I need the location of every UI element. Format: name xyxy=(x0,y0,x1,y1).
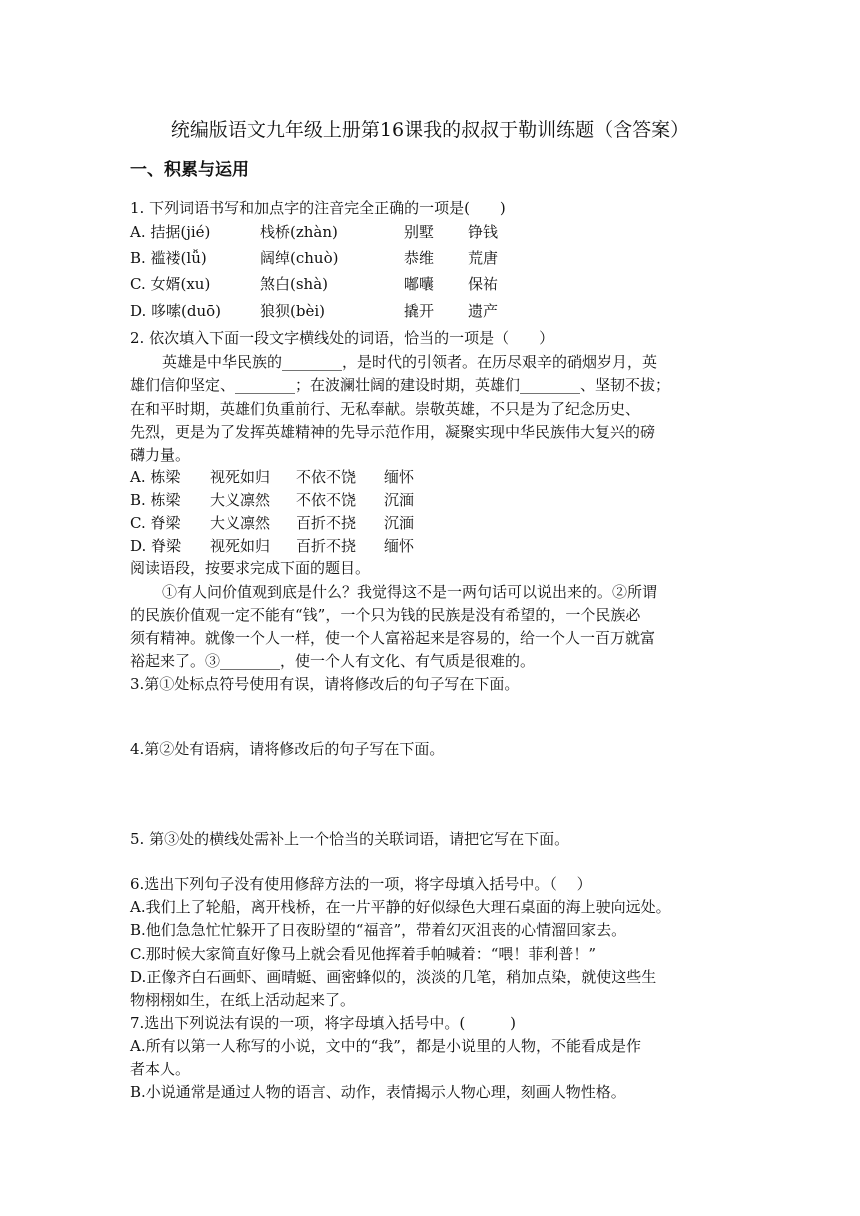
document-title: 统编版语文九年级上册第16课我的叔叔于勒训练题（含答案） xyxy=(170,119,690,141)
question-2-paragraph-line: 礴力量。 xyxy=(130,446,191,464)
question-2-paragraph-line: 先烈，更是为了发挥英雄精神的先导示范作用，凝聚实现中华民族伟大复兴的磅 xyxy=(130,423,656,441)
option-text: B. 褴褛(lǚ) xyxy=(130,249,207,267)
question-1-stem: 1. 下列词语书写和加点字的注音完全正确的一项是( ) xyxy=(130,199,506,217)
question-1-option-b xyxy=(130,246,730,270)
question-6-option-line: D.正像齐白石画虾、画晴蜓、画密蜂似的，淡淡的几笔，稍加点染，就使这些生 xyxy=(130,968,657,986)
option-text: 阔绰(chuò) xyxy=(260,249,339,267)
question-7-option-line: A.所有以第一人称写的小说，文中的“我”，都是小说里的人物，不能看成是作 xyxy=(130,1037,641,1055)
option-text: 缅怀 xyxy=(384,537,415,555)
question-2-option-d xyxy=(130,534,730,558)
question-2-paragraph-line: 雄们信仰坚定、________；在波澜壮阔的建设时期，英雄们________、坚韧不拔； xyxy=(130,376,671,394)
question-1-option-d xyxy=(130,299,730,323)
option-text: 不依不饶 xyxy=(296,468,357,486)
option-text: 铮钱 xyxy=(468,223,499,241)
option-text: 煞白(shà) xyxy=(260,275,329,293)
question-4: 4.第②处有语病，请将修改后的句子写在下面。 xyxy=(130,740,445,758)
option-text: 沉湎 xyxy=(384,514,415,532)
question-2-option-c xyxy=(130,511,730,535)
option-text: 狼狈(bèi) xyxy=(260,302,325,320)
question-2-stem: 2. 依次填入下面一段文字横线处的词语，恰当的一项是（ ） xyxy=(130,329,555,347)
option-text: 视死如归 xyxy=(210,537,271,555)
option-text: C. 脊梁 xyxy=(130,514,181,532)
option-text: A. 栋梁 xyxy=(130,468,181,486)
option-text: 恭维 xyxy=(404,249,435,267)
option-text: 百折不挠 xyxy=(296,537,357,555)
question-2-paragraph-line: 在和平时期，英雄们负重前行、无私奉献。崇敬英雄，不只是为了纪念历史、 xyxy=(130,400,641,418)
question-7-stem: 7.选出下列说法有误的一项，将字母填入括号中。( ) xyxy=(130,1014,517,1032)
reading-paragraph-line: 的民族价值观一定不能有“钱”，一个只为钱的民族是没有希望的，一个民族必 xyxy=(130,606,641,624)
reading-intro: 阅读语段，按要求完成下面的题目。 xyxy=(130,559,371,577)
option-text: 百折不挠 xyxy=(296,514,357,532)
option-text: 遗产 xyxy=(468,302,499,320)
question-5: 5. 第③处的横线处需补上一个恰当的关联词语，请把它写在下面。 xyxy=(130,830,570,848)
question-6-option-line: C.那时候大家简直好像马上就会看见他挥着手帕喊着：“喂！菲利普！” xyxy=(130,945,597,963)
option-text: 缅怀 xyxy=(384,468,415,486)
question-2-option-a xyxy=(130,465,730,489)
option-text: B. 栋梁 xyxy=(130,491,181,509)
option-text: 栈桥(zhàn) xyxy=(260,223,338,241)
question-6-option-line: A.我们上了轮船，离开栈桥，在一片平静的好似绿色大理石桌面的海上驶向远处。 xyxy=(130,898,671,916)
reading-paragraph-line: 裕起来了。③________，使一个人有文化、有气质是很难的。 xyxy=(130,652,536,670)
reading-paragraph-line: ①有人问价值观到底是什么？我觉得这不是一两句话可以说出来的。②所谓 xyxy=(162,583,658,601)
option-text: D. 哆嗦(duō) xyxy=(130,302,222,320)
option-text: 撬开 xyxy=(404,302,435,320)
option-text: 大义凛然 xyxy=(210,491,271,509)
question-6-option-line: 物栩栩如生，在纸上活动起来了。 xyxy=(130,991,356,1009)
question-6-stem: 6.选出下列句子没有使用修辞方法的一项，将字母填入括号中。（ ） xyxy=(130,875,592,893)
option-text: 视死如归 xyxy=(210,468,271,486)
question-6-option-line: B.他们急急忙忙躲开了日夜盼望的“福音”，带着幻灭沮丧的心情溜回家去。 xyxy=(130,921,627,939)
question-1-option-c xyxy=(130,272,730,296)
reading-paragraph-line: 须有精神。就像一个人一样，使一个人富裕起来是容易的，给一个人一百万就富 xyxy=(130,629,656,647)
question-3: 3.第①处标点符号使用有误，请将修改后的句子写在下面。 xyxy=(130,675,520,693)
option-text: 沉湎 xyxy=(384,491,415,509)
question-7-option-line: B.小说通常是通过人物的语言、动作，表情揭示人物心理，刻画人物性格。 xyxy=(130,1083,626,1101)
question-1-option-a xyxy=(130,220,730,244)
option-text: C. 女婿(xu) xyxy=(130,275,211,293)
option-text: 嘟囔 xyxy=(404,275,435,293)
option-text: A. 拮据(jié) xyxy=(130,223,211,241)
option-text: 保祐 xyxy=(468,275,499,293)
option-text: 大义凛然 xyxy=(210,514,271,532)
option-text: 不依不饶 xyxy=(296,491,357,509)
question-2-option-b xyxy=(130,488,730,512)
option-text: D. 脊梁 xyxy=(130,537,182,555)
question-7-option-line: 者本人。 xyxy=(130,1060,191,1078)
section-heading: 一、积累与运用 xyxy=(130,160,249,180)
question-2-paragraph-line: 英雄是中华民族的________，是时代的引领者。在历尽艰辛的硝烟岁月，英 xyxy=(162,353,658,371)
option-text: 荒唐 xyxy=(468,249,499,267)
option-text: 别墅 xyxy=(404,223,435,241)
